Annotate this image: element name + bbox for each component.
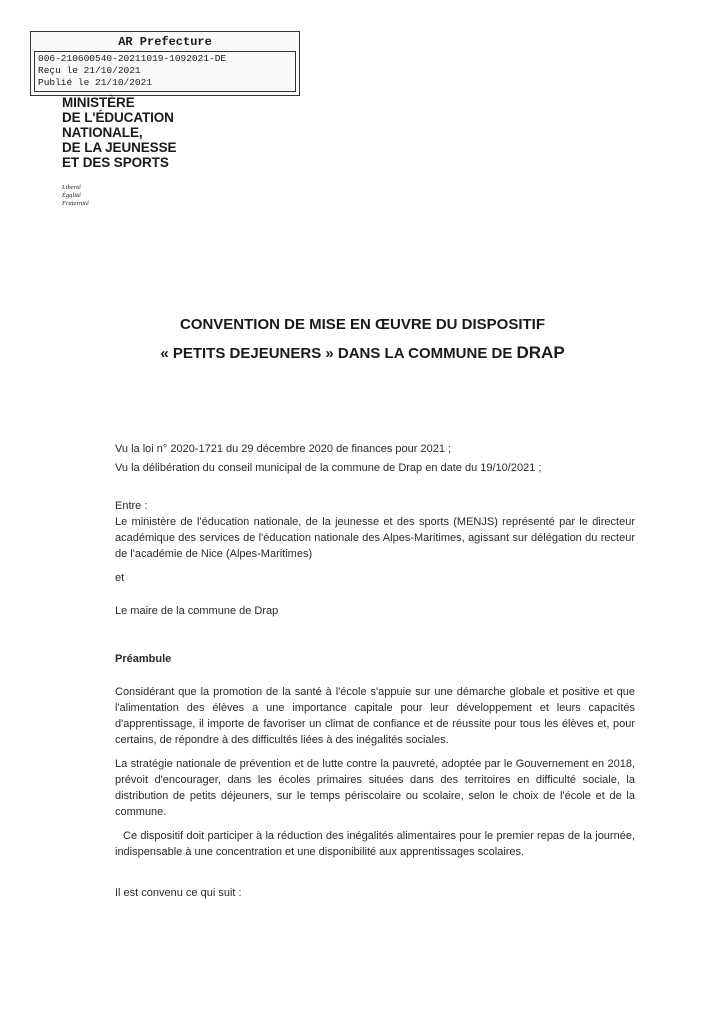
ministry-line: NATIONALE,	[62, 125, 143, 140]
stamp-title: AR Prefecture	[118, 35, 212, 49]
republic-motto	[62, 184, 89, 208]
stamp-published: Publié le 21/10/2021	[38, 77, 153, 88]
vu-loi: Vu la loi n° 2020-1721 du 29 décembre 2020 de finances pour 2021 ;	[115, 443, 452, 455]
stamp-reference: 006-210600540-20211019-1092021-DE	[38, 53, 227, 64]
document-title-line2	[0, 340, 725, 367]
title-part: « PETITS DEJEUNERS » DANS LA COMMUNE DE	[160, 345, 517, 362]
vu-deliberation: Vu la délibération du conseil municipal de la commune de Drap en date du 19/10/2021 ;	[115, 462, 542, 474]
document-title-line1: CONVENTION DE MISE EN ŒUVRE DU DISPOSITIF	[179, 316, 546, 333]
party-ministry: Le ministère de l'éducation nationale, de la jeunesse et des sports (MENJS) représenté par le directeur académique des services de l'éducation nationale des Alpes-Maritimes, agissant sur délégation du recteur de l'académie de Nice (Alpes-Maritimes)	[115, 516, 635, 560]
ministry-logo-text	[62, 95, 176, 170]
motto-fraternite: Fraternité	[62, 200, 89, 207]
et-label: et	[115, 572, 125, 584]
motto-liberte: Liberté	[62, 184, 81, 191]
ministry-line: ET DES SPORTS	[62, 155, 169, 170]
party-mayor: Le maire de la commune de Drap	[115, 605, 279, 617]
ministry-line: DE L'ÉDUCATION	[62, 110, 174, 125]
preambule-paragraph-3: Ce dispositif doit participer à la réduction des inégalités alimentaires pour le premier repas de la journée, indispensable à une concentration et une disponibilité aux apprentissages scolaires.	[115, 830, 635, 858]
preambule-heading: Préambule	[115, 653, 172, 665]
convenu-label: Il est convenu ce qui suit :	[115, 887, 242, 899]
stamp-box	[34, 51, 296, 92]
ministry-line: DE LA JEUNESSE	[62, 140, 177, 155]
prefecture-stamp	[30, 31, 300, 96]
motto-egalite: Égalité	[62, 192, 81, 199]
preambule-paragraph-1: Considérant que la promotion de la santé à l'école s'appuie sur une démarche globale et positive et que l'alimentation des élèves a une importance capitale pour leur développement et leurs capacités d'apprentissage, il importe de favoriser un climat de confiance et de réussite pour tous les élèves et, pour certains, de répondre à des difficultés liées à des inégalités sociales.	[115, 686, 635, 746]
entre-label: Entre :	[115, 500, 148, 512]
stamp-received: Reçu le 21/10/2021	[38, 65, 141, 76]
ministry-line: MINISTÈRE	[62, 95, 135, 110]
title-commune: DRAP	[516, 343, 565, 362]
preambule-paragraph-2: La stratégie nationale de prévention et de lutte contre la pauvreté, adoptée par le Gouvernement en 2018, prévoit d'encourager, dans les écoles primaires situées dans des territoires en difficulté sociale, la distribution de petits déjeuners, sur le temps périscolaire ou scolaire, selon le choix de l'école et de la commune.	[115, 758, 635, 818]
